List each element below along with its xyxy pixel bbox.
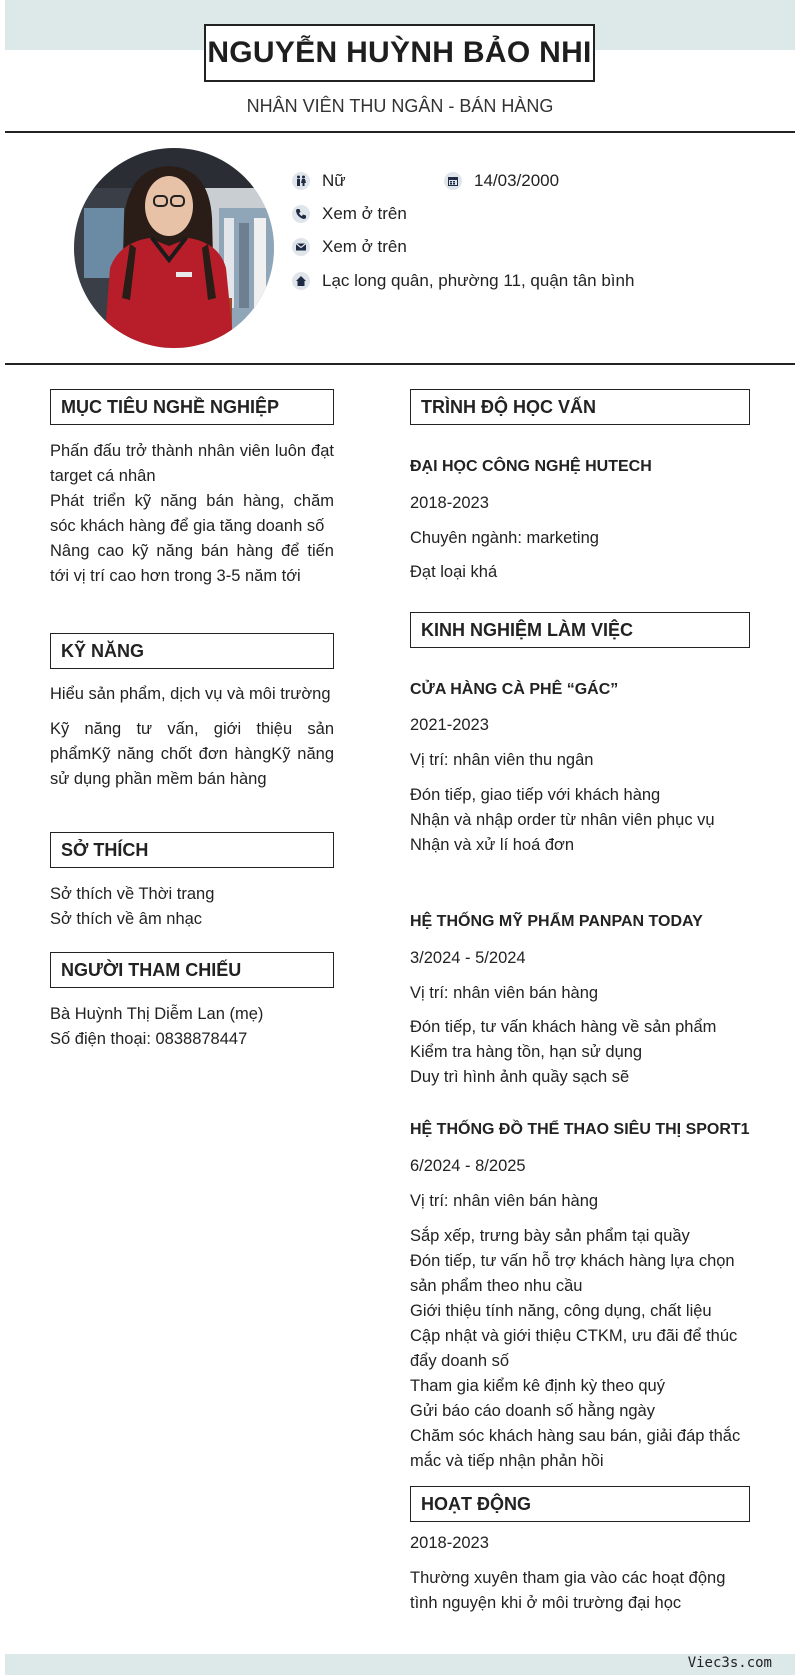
education-major: Chuyên ngành: marketing xyxy=(410,529,599,547)
job-position: Vị trí: nhân viên bán hàng xyxy=(410,1192,599,1210)
phone-icon xyxy=(292,205,310,223)
activities-heading: HOẠT ĐỘNG xyxy=(410,1486,750,1522)
job-duty: Giới thiệu tính năng, công dụng, chất liệu xyxy=(410,1302,712,1320)
job-duty: Tham gia kiểm kê định kỳ theo quý xyxy=(410,1377,665,1395)
divider-top xyxy=(5,131,795,133)
job-company: CỬA HÀNG CÀ PHÊ “GÁC” xyxy=(410,681,619,698)
references-list xyxy=(50,1002,334,1052)
references-heading: NGƯỜI THAM CHIẾU xyxy=(50,952,334,988)
info-birthdate xyxy=(444,171,559,191)
candidate-name: NGUYỄN HUỲNH BẢO NHI xyxy=(204,24,595,82)
gender-icon xyxy=(292,172,310,190)
job-period: 3/2024 - 5/2024 xyxy=(410,949,526,967)
info-email xyxy=(292,237,407,257)
avatar xyxy=(74,148,274,348)
career-objective-item: Nâng cao kỹ năng bán hàng để tiến tới vị trí cao hơn trong 3-5 năm tới xyxy=(50,542,334,585)
hobby-item: Sở thích về âm nhạc xyxy=(50,910,203,928)
bottom-band xyxy=(5,1654,795,1675)
address-value: Lạc long quân, phường 11, quận tân bình xyxy=(322,271,635,290)
reference-item: Bà Huỳnh Thị Diễm Lan (mẹ) xyxy=(50,1005,264,1023)
education-school: ĐẠI HỌC CÔNG NGHỆ HUTECH xyxy=(410,458,652,475)
envelope-icon xyxy=(292,238,310,256)
skills-heading: KỸ NĂNG xyxy=(50,633,334,669)
info-address xyxy=(292,271,634,291)
experience-heading: KINH NGHIỆM LÀM VIỆC xyxy=(410,612,750,648)
education-heading: TRÌNH ĐỘ HỌC VẤN xyxy=(410,389,750,425)
activities-description: Thường xuyên tham gia vào các hoạt động tình nguyện khi ở môi trường đại học xyxy=(410,1569,726,1612)
divider-middle xyxy=(5,363,795,365)
career-objective-heading: MỤC TIÊU NGHỀ NGHIỆP xyxy=(50,389,334,425)
hobby-item: Sở thích về Thời trang xyxy=(50,885,215,903)
skills-list xyxy=(50,682,334,792)
career-objective-item: Phấn đấu trở thành nhân viên luôn đạt target cá nhân xyxy=(50,442,334,485)
job-duty: Nhận và xử lí hoá đơn xyxy=(410,836,575,854)
job-duty: Đón tiếp, giao tiếp với khách hàng xyxy=(410,786,661,804)
job-position: Vị trí: nhân viên thu ngân xyxy=(410,751,594,769)
avatar-photo xyxy=(74,148,274,348)
job-duties xyxy=(410,1224,750,1474)
career-objective-list xyxy=(50,439,334,589)
skill-item: Kỹ năng tư vấn, giới thiệu sản phẩmKỹ năng chốt đơn hàngKỹ năng sử dụng phần mềm bán hàng xyxy=(50,720,334,788)
job-period: 6/2024 - 8/2025 xyxy=(410,1157,526,1175)
gender-value: Nữ xyxy=(322,171,346,190)
job-company: HỆ THỐNG ĐỒ THỂ THAO SIÊU THỊ SPORT1 xyxy=(410,1121,750,1138)
job-duty: Chăm sóc khách hàng sau bán, giải đáp thắc mắc và tiếp nhận phản hồi xyxy=(410,1427,741,1470)
job-duty: Đón tiếp, tư vấn khách hàng về sản phẩm xyxy=(410,1018,717,1036)
skill-item: Hiểu sản phẩm, dịch vụ và môi trường xyxy=(50,685,331,703)
home-icon xyxy=(292,272,310,290)
job-duty: Gửi báo cáo doanh số hằng ngày xyxy=(410,1402,655,1420)
job-duties xyxy=(410,783,750,858)
career-objective-item: Phát triển kỹ năng bán hàng, chăm sóc khách hàng để gia tăng doanh số xyxy=(50,492,334,535)
job-duty: Sắp xếp, trưng bày sản phẩm tại quầy xyxy=(410,1227,690,1245)
activities-period: 2018-2023 xyxy=(410,1534,489,1552)
job-duty: Cập nhật và giới thiệu CTKM, ưu đãi để thúc đẩy doanh số xyxy=(410,1327,738,1370)
info-gender xyxy=(292,171,346,191)
calendar-icon xyxy=(444,172,462,190)
email-value: Xem ở trên xyxy=(322,237,407,256)
job-duty: Duy trì hình ảnh quầy sạch sẽ xyxy=(410,1068,630,1086)
education-grade: Đạt loại khá xyxy=(410,563,498,581)
hobbies-heading: SỞ THÍCH xyxy=(50,832,334,868)
info-phone xyxy=(292,204,407,224)
hobbies-list xyxy=(50,882,334,932)
reference-item: Số điện thoại: 0838878447 xyxy=(50,1030,248,1048)
birthdate-value: 14/03/2000 xyxy=(474,171,560,190)
job-duties xyxy=(410,1015,750,1090)
education-period: 2018-2023 xyxy=(410,494,489,512)
job-company: HỆ THỐNG MỸ PHẨM PANPAN TODAY xyxy=(410,913,703,930)
job-duty: Kiểm tra hàng tồn, hạn sử dụng xyxy=(410,1043,643,1061)
footer-brand[interactable]: Viec3s.com xyxy=(687,1655,772,1671)
job-title: NHÂN VIÊN THU NGÂN - BÁN HÀNG xyxy=(246,96,554,116)
job-period: 2021-2023 xyxy=(410,716,489,734)
phone-value: Xem ở trên xyxy=(322,204,407,223)
job-duty: Nhận và nhập order từ nhân viên phục vụ xyxy=(410,811,715,829)
job-position: Vị trí: nhân viên bán hàng xyxy=(410,984,599,1002)
job-duty: Đón tiếp, tư vấn hỗ trợ khách hàng lựa chọn sản phẩm theo nhu cầu xyxy=(410,1252,735,1295)
